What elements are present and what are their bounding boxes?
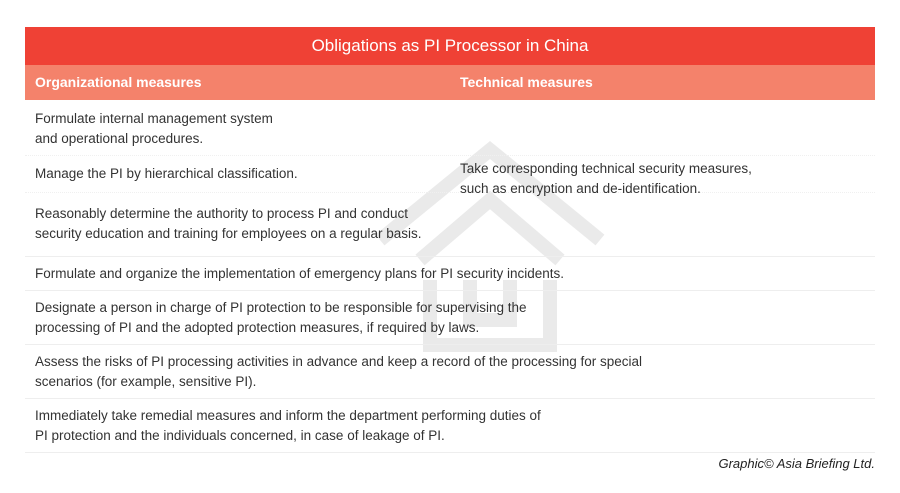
table-title-text: Obligations as PI Processor in China <box>311 36 589 55</box>
table-body <box>25 100 875 453</box>
row-line: Formulate internal management system <box>35 111 273 126</box>
table-row <box>25 100 875 156</box>
row-text <box>35 204 421 244</box>
row-line: Immediately take remedial measures and inform the department performing duties of <box>35 408 541 423</box>
row-line: Reasonably determine the authority to process PI and conduct <box>35 206 408 221</box>
row-line: Formulate and organize the implementation of emergency plans for PI security incidents. <box>35 266 565 281</box>
technical-line: Take corresponding technical security measures, <box>460 161 752 176</box>
row-text <box>35 352 642 392</box>
row-text <box>35 109 273 149</box>
header-organizational: Organizational measures <box>35 74 202 90</box>
row-line: PI protection and the individuals concerned, in case of leakage of PI. <box>35 428 445 443</box>
obligations-table <box>25 27 875 453</box>
row-line: scenarios (for example, sensitive PI). <box>35 374 257 389</box>
header-technical: Technical measures <box>460 74 593 90</box>
table-row <box>25 193 875 257</box>
row-text <box>35 298 527 338</box>
row-line: and operational procedures. <box>35 131 204 146</box>
row-line: security education and training for employees on a regular basis. <box>35 226 422 241</box>
row-line: Designate a person in charge of PI protection to be responsible for supervising the <box>35 300 527 315</box>
table-row <box>25 345 875 399</box>
row-text <box>35 164 298 184</box>
header-row <box>25 65 875 100</box>
row-line: processing of PI and the adopted protection measures, if required by laws. <box>35 320 480 335</box>
table-row <box>25 257 875 291</box>
technical-measure-cell <box>460 159 860 199</box>
table-row <box>25 291 875 345</box>
row-line: Manage the PI by hierarchical classification. <box>35 166 298 181</box>
row-line: Assess the risks of PI processing activities in advance and keep a record of the processing for special <box>35 354 643 369</box>
credit-text: Graphic© Asia Briefing Ltd. <box>718 456 875 471</box>
table-title <box>25 27 875 65</box>
technical-line: such as encryption and de-identification. <box>460 181 701 196</box>
row-text <box>35 406 541 446</box>
table-row <box>25 399 875 453</box>
row-text <box>35 264 564 284</box>
